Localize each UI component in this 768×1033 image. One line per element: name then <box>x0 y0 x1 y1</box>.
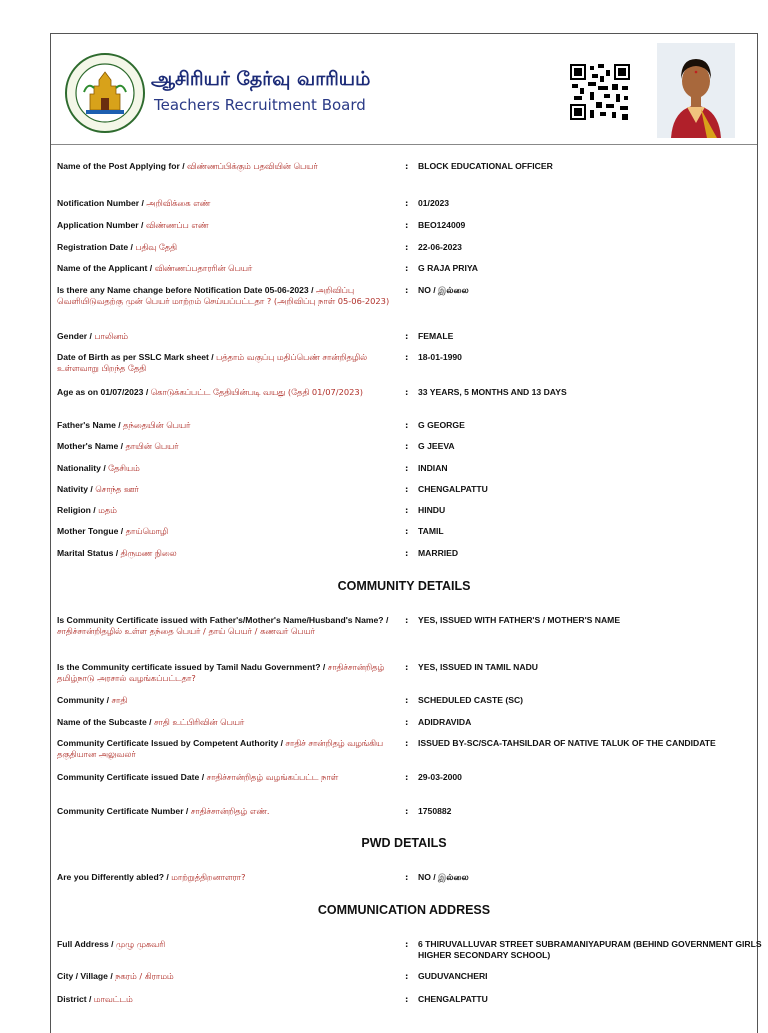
field-label-english: Age as on 01/07/2023 / <box>57 387 151 397</box>
field-separator: : <box>405 463 409 473</box>
field-separator: : <box>405 548 409 558</box>
field-value: G GEORGE <box>418 420 465 430</box>
field-label <box>57 717 392 728</box>
field-separator: : <box>405 198 409 208</box>
field-label <box>57 695 392 706</box>
field-separator: : <box>405 662 409 672</box>
field-separator: : <box>405 615 409 625</box>
field-separator: : <box>405 872 409 882</box>
field-value: 1750882 <box>418 806 452 816</box>
pwd-details-heading: PWD DETAILS <box>361 836 447 850</box>
field-label-tamil: விண்ணப்பதாரரின் பெயர் <box>154 263 253 273</box>
field-label-english: Marital Status / <box>57 548 121 558</box>
field-label-english: Nationality / <box>57 463 109 473</box>
field-label <box>57 548 392 559</box>
field-value: YES, ISSUED IN TAMIL NADU <box>418 662 539 672</box>
field-label-english: Date of Birth as per SSLC Mark sheet / <box>57 352 217 362</box>
field-separator: : <box>405 441 409 451</box>
field-label-english: Religion / <box>57 505 99 515</box>
field-label <box>57 420 392 431</box>
field-label-tamil: மதம் <box>98 505 117 515</box>
field-label-tamil: பதிவு தேதி <box>135 242 177 252</box>
field-separator: : <box>405 220 409 230</box>
field-label <box>57 387 392 398</box>
field-label-tamil: தாய்மொழி <box>125 526 169 536</box>
board-title-tamil: ஆசிரியர் தேர்வு வாரியம் <box>151 68 371 90</box>
field-label-tamil: சொந்த ஊர் <box>95 484 139 494</box>
field-separator: : <box>405 387 409 397</box>
field-label-tamil: பாலினம் <box>94 331 128 341</box>
field-label <box>57 872 392 883</box>
field-value: CHENGALPATTU <box>418 994 488 1004</box>
trb-emblem-logo <box>64 52 146 134</box>
field-separator: : <box>405 331 409 341</box>
field-label-tamil: சாதி <box>111 695 128 705</box>
field-value: BLOCK EDUCATIONAL OFFICER <box>418 161 553 171</box>
field-value: FEMALE <box>418 331 454 341</box>
field-label <box>57 971 392 982</box>
field-label-tamil: மாற்றுத்திறனாளரா? <box>171 872 246 882</box>
communication-address-heading: COMMUNICATION ADDRESS <box>317 903 491 917</box>
field-value: 6 THIRUVALLUVAR STREET SUBRAMANIYAPURAM (BEHIND GOVERNMENT GIRLS HIGHER SECONDARY SCHOOL) <box>418 939 762 960</box>
field-value: MARRIED <box>418 548 459 558</box>
field-label-tamil: கொடுக்கப்பட்ட தேதியின்படி வயது (தேதி 01/07/2023) <box>150 387 363 397</box>
field-label-tamil: முழு முகவரி <box>115 939 166 949</box>
field-label <box>57 263 392 274</box>
field-separator: : <box>405 352 409 362</box>
field-label <box>57 285 392 307</box>
field-value: 01/2023 <box>418 198 450 208</box>
field-label-english: City / Village / <box>57 971 116 981</box>
application-form <box>50 33 762 1033</box>
field-value: BEO124009 <box>418 220 466 230</box>
field-label-tamil: தாயின் பெயர் <box>125 441 179 451</box>
field-label <box>57 352 392 374</box>
field-label-english: Community Certificate issued Date / <box>57 772 207 782</box>
field-value: NO / இல்லை <box>418 285 469 295</box>
field-separator: : <box>405 971 409 981</box>
field-label-tamil: அறிவிப்பு வெளியிடுவதற்கு முன் பெயர் மாற்றம் செய்யப்பட்டதா ? (அறிவிப்பு நாள் 05-06-2023) <box>57 285 390 306</box>
field-label <box>57 526 392 537</box>
field-label-tamil: சாதிச்சான்றிதழ் வழங்கப்பட்ட நாள் <box>206 772 339 782</box>
field-label-tamil: பத்தாம் வகுப்பு மதிப்பெண் சான்றிதழில் உள்ளவாறு பிறந்த தேதி <box>57 352 367 373</box>
field-value: CHENGALPATTU <box>418 484 488 494</box>
field-label-tamil: திருமண நிலை <box>120 548 177 558</box>
field-separator: : <box>405 242 409 252</box>
field-label <box>57 662 392 684</box>
field-separator: : <box>405 994 409 1004</box>
field-value: HINDU <box>418 505 446 515</box>
form-header <box>51 34 757 145</box>
field-value: ISSUED BY-SC/SCA-TAHSILDAR OF NATIVE TALUK OF THE CANDIDATE <box>418 738 716 748</box>
field-label-english: District / <box>57 994 94 1004</box>
field-separator: : <box>405 420 409 430</box>
field-label-tamil: சாதி உட்பிரிவின் பெயர் <box>153 717 245 727</box>
community-details-heading: COMMUNITY DETAILS <box>337 579 471 593</box>
field-label <box>57 939 392 950</box>
field-label-english: Are you Differently abled? / <box>57 872 172 882</box>
field-separator: : <box>405 505 409 515</box>
field-separator: : <box>405 738 409 748</box>
field-label <box>57 161 392 172</box>
field-value: SCHEDULED CASTE (SC) <box>418 695 524 705</box>
field-label-tamil: தேசியம் <box>108 463 140 473</box>
field-label <box>57 505 392 516</box>
field-separator: : <box>405 939 409 949</box>
field-label-tamil: விண்ணப்ப எண் <box>145 220 209 230</box>
field-label-tamil: சாதிச்சான்றிதழ் எண். <box>190 806 270 816</box>
field-label-tamil: மாவட்டம் <box>93 994 133 1004</box>
field-label <box>57 463 392 474</box>
field-label-english: Community Certificate Issued by Competent Authority / <box>57 738 286 748</box>
field-value: YES, ISSUED WITH FATHER'S / MOTHER'S NAME <box>418 615 621 625</box>
field-value: 33 YEARS, 5 MONTHS AND 13 DAYS <box>418 387 567 397</box>
field-label-english: Name of the Subcaste / <box>57 717 154 727</box>
field-label-english: Full Address / <box>57 939 116 949</box>
field-label-english: Name of the Applicant / <box>57 263 155 273</box>
field-value: NO / இல்லை <box>418 872 469 882</box>
field-separator: : <box>405 695 409 705</box>
field-label-english: Registration Date / <box>57 242 136 252</box>
field-separator: : <box>405 526 409 536</box>
field-label-english: Father's Name / <box>57 420 124 430</box>
field-label-english: Community Certificate Number / <box>57 806 191 816</box>
field-separator: : <box>405 717 409 727</box>
field-value: INDIAN <box>418 463 448 473</box>
field-value: G JEEVA <box>418 441 455 451</box>
field-label <box>57 615 392 637</box>
field-label <box>57 738 392 760</box>
field-label <box>57 242 392 253</box>
field-value: TAMIL <box>418 526 444 536</box>
field-value: ADIDRAVIDA <box>418 717 472 727</box>
field-label-english: Application Number / <box>57 220 146 230</box>
field-label-tamil: தந்தையின் பெயர் <box>123 420 191 430</box>
field-value: 29-03-2000 <box>418 772 462 782</box>
field-label-tamil: அறிவிக்கை எண் <box>146 198 211 208</box>
field-label <box>57 331 392 342</box>
field-label-tamil: சாதிச் சான்றிதழ் வழங்கிய தகுதியான அலுவலர் <box>57 738 383 759</box>
field-value: GUDUVANCHERI <box>418 971 488 981</box>
field-label <box>57 198 392 209</box>
field-label-english: Gender / <box>57 331 95 341</box>
field-label <box>57 994 392 1005</box>
field-value: 22-06-2023 <box>418 242 462 252</box>
field-label <box>57 806 392 817</box>
field-separator: : <box>405 806 409 816</box>
qr-code <box>570 64 630 120</box>
field-label-tamil: விண்ணப்பிக்கும் பதவியின் பெயர் <box>187 161 318 171</box>
board-title-english: Teachers Recruitment Board <box>154 96 366 114</box>
field-label-english: Mother Tongue / <box>57 526 126 536</box>
field-label <box>57 484 392 495</box>
field-label-english: Community / <box>57 695 112 705</box>
field-separator: : <box>405 263 409 273</box>
field-separator: : <box>405 161 409 171</box>
field-label <box>57 441 392 452</box>
field-separator: : <box>405 285 409 295</box>
field-label-tamil: சாதிச்சான்றிதழில் உள்ள தந்தை பெயர் / தாய் பெயர் / கணவர் பெயர் <box>57 626 315 636</box>
field-label-english: Name of the Post Applying for / <box>57 161 188 171</box>
field-label-english: Is there any Name change before Notification Date 05-06-2023 / <box>57 285 316 295</box>
field-label-english: Is the Community certificate issued by Tamil Nadu Government? / <box>57 662 328 672</box>
field-label-tamil: நகரம் / கிராமம் <box>115 971 174 981</box>
field-value: G RAJA PRIYA <box>418 263 479 273</box>
field-label <box>57 772 392 783</box>
field-label-tamil: சாதிச்சான்றிதழ் தமிழ்நாடு அரசால் வழங்கப்பட்டதா? <box>57 662 385 683</box>
field-separator: : <box>405 772 409 782</box>
field-separator: : <box>405 484 409 494</box>
field-value: 18-01-1990 <box>418 352 462 362</box>
field-label-english: Notification Number / <box>57 198 147 208</box>
field-label-english: Is Community Certificate issued with Father's/Mother's Name/Husband's Name? / <box>57 615 389 625</box>
applicant-photo <box>657 43 735 138</box>
field-label-english: Mother's Name / <box>57 441 126 451</box>
field-label <box>57 220 392 231</box>
field-label-english: Nativity / <box>57 484 96 494</box>
